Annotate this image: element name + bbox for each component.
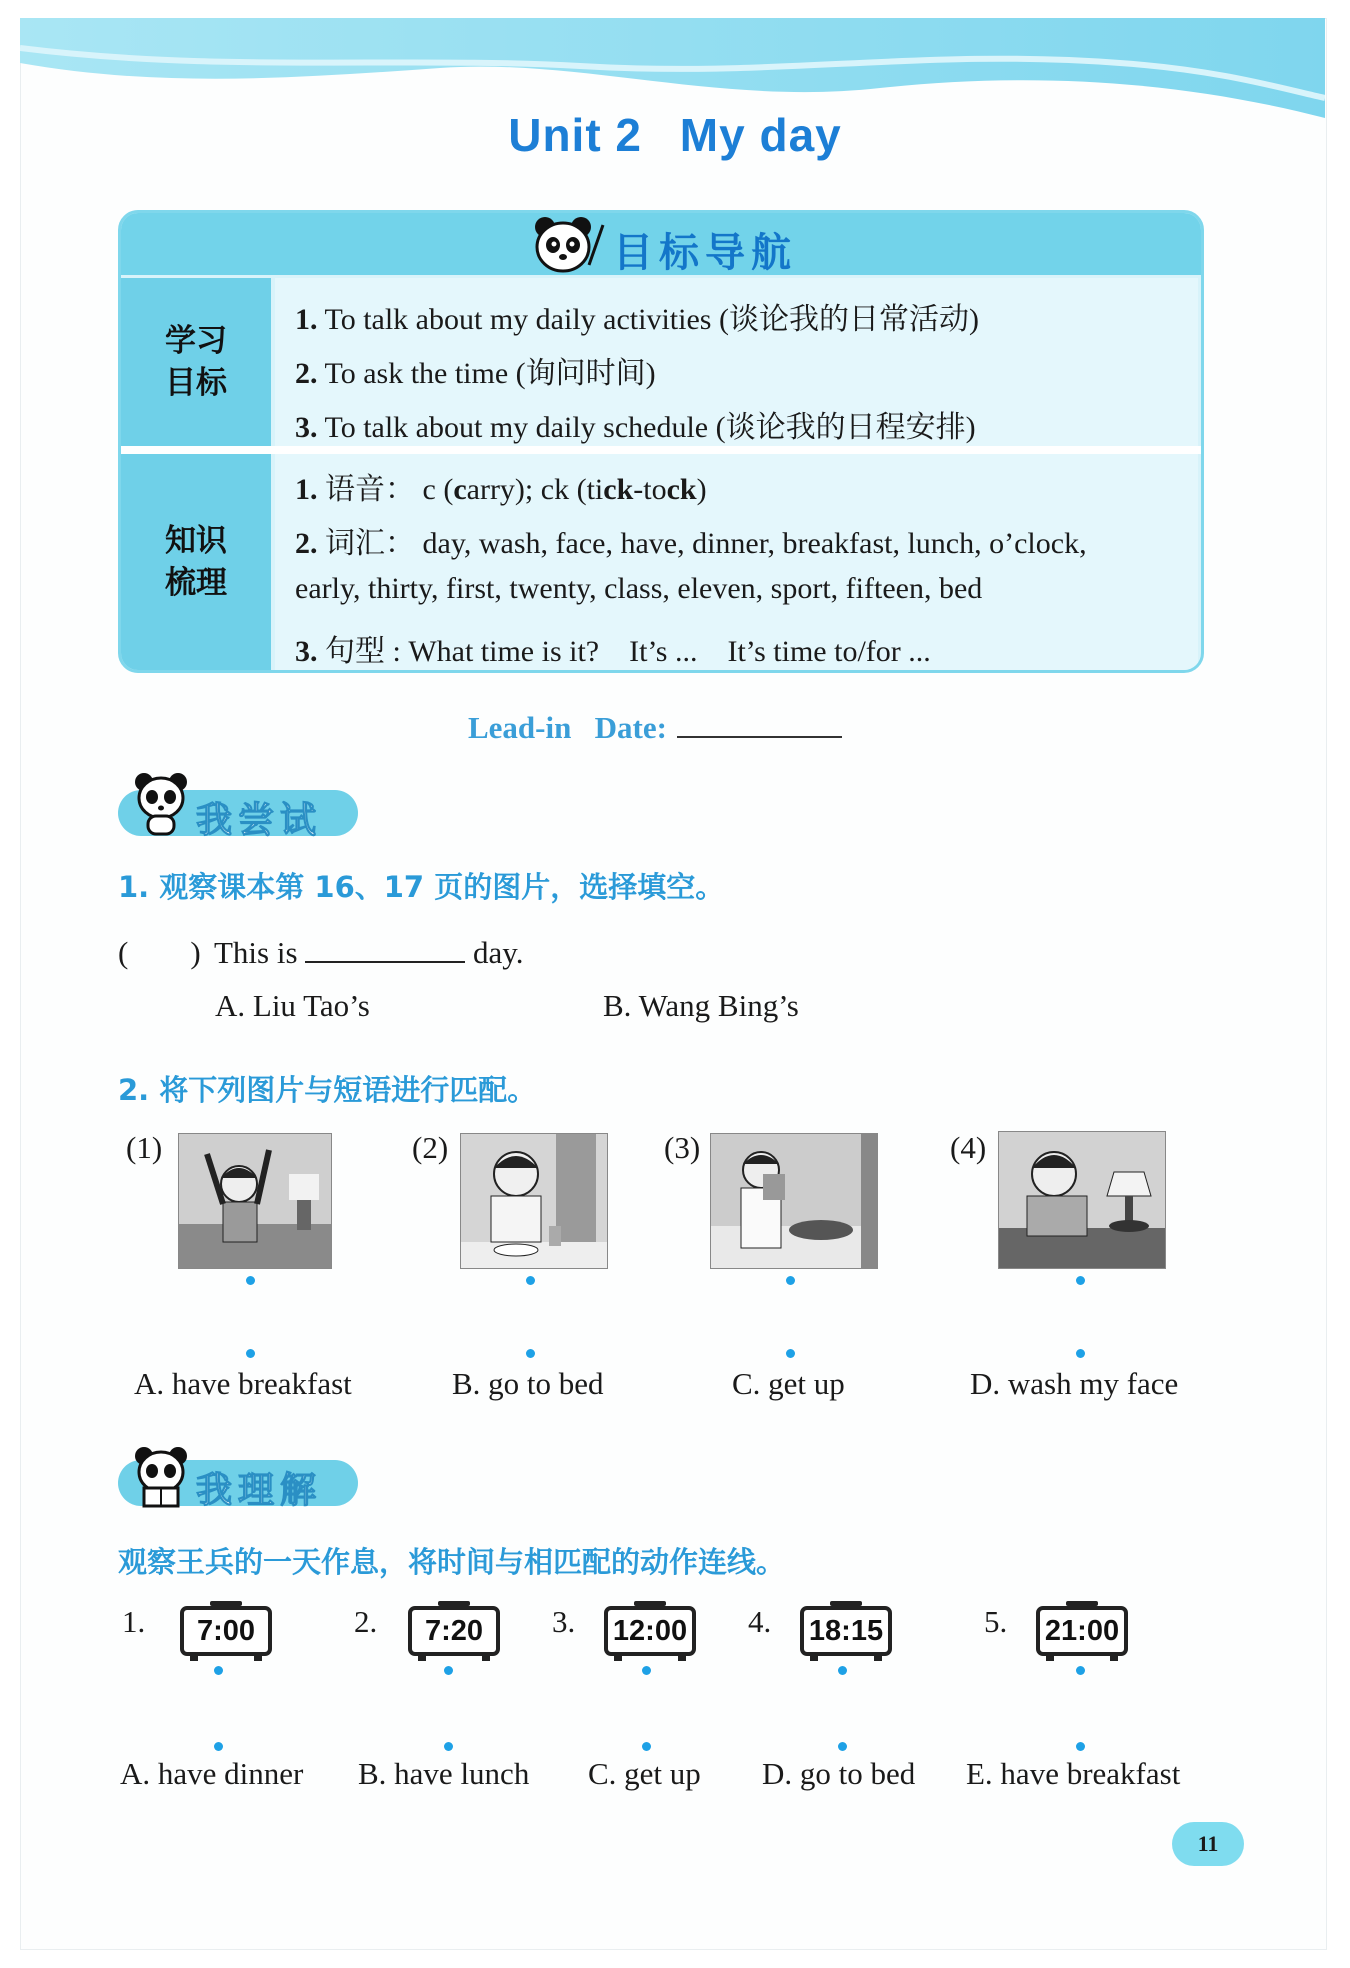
knowledge-item-vocab: 2. 词汇： day, wash, face, have, dinner, breakfast, lunch, o’clock, xyxy=(295,527,1087,560)
knowledge-item-vocab-cont: early, thirty, first, twenty, class, eleven, sport, fifteen, bed xyxy=(295,572,983,605)
unit-label: Unit 2 xyxy=(508,109,643,161)
clock-display: 7:00 xyxy=(180,1606,272,1656)
match-dot[interactable] xyxy=(1076,1666,1085,1675)
phrase-a: A. have breakfast xyxy=(134,1366,352,1401)
action-d: D. go to bed xyxy=(762,1756,916,1791)
learning-goal-item: 2. To ask the time (询问时间) xyxy=(295,357,656,390)
match-dot[interactable] xyxy=(526,1276,535,1285)
learning-goals-label: 学习目标 xyxy=(121,278,271,446)
time-number: 1. xyxy=(122,1604,146,1639)
picture-number: (4) xyxy=(950,1130,987,1165)
action-a: A. have dinner xyxy=(120,1756,304,1791)
learning-goal-item: 1. To talk about my daily activities (谈论我的日常活动) xyxy=(295,303,979,336)
question1-title: 1. 观察课本第 16、17 页的图片，选择填空。 xyxy=(118,870,725,904)
panda-reading-icon xyxy=(132,1446,194,1508)
time-number: 2. xyxy=(354,1604,378,1639)
match-dot[interactable] xyxy=(444,1666,453,1675)
match-dot[interactable] xyxy=(1076,1349,1085,1358)
knowledge-summary-list xyxy=(275,454,1198,670)
answer-paren[interactable]: ( ) xyxy=(118,935,201,970)
time-number: 5. xyxy=(984,1604,1008,1639)
picture-get-up xyxy=(178,1133,332,1269)
phrase-c: C. get up xyxy=(732,1366,845,1401)
match-dot[interactable] xyxy=(214,1666,223,1675)
learning-goals-list xyxy=(275,278,1198,446)
panda-mascot-icon xyxy=(132,770,194,836)
time-number: 4. xyxy=(748,1604,772,1639)
leadin-label: Lead-in xyxy=(468,710,572,745)
date-blank[interactable] xyxy=(677,710,842,738)
picture-wash-face xyxy=(710,1133,878,1269)
question1-sentence: This is day. xyxy=(214,935,524,970)
match-dot[interactable] xyxy=(214,1742,223,1751)
match-dot[interactable] xyxy=(444,1742,453,1751)
time-number: 3. xyxy=(552,1604,576,1639)
phrase-b: B. go to bed xyxy=(452,1366,604,1401)
knowledge-item-phonics: 1. 语音： c (carry); ck (tick-tock) xyxy=(295,473,707,506)
option-b[interactable]: B. Wang Bing’s xyxy=(603,988,799,1023)
clock-display: 12:00 xyxy=(604,1606,696,1656)
match-dot[interactable] xyxy=(1076,1742,1085,1751)
clock-display: 18:15 xyxy=(800,1606,892,1656)
action-e: E. have breakfast xyxy=(966,1756,1181,1791)
match-dot[interactable] xyxy=(526,1349,535,1358)
match-dot[interactable] xyxy=(246,1276,255,1285)
knowledge-item-sentences: 3. 句型 : What time is it? It’s ... It’s time to/for ... xyxy=(295,635,931,668)
fill-blank[interactable] xyxy=(305,937,465,963)
match-dot[interactable] xyxy=(642,1666,651,1675)
match-dot[interactable] xyxy=(786,1276,795,1285)
match-dot[interactable] xyxy=(246,1349,255,1358)
goals-box xyxy=(118,210,1204,673)
panda-icon xyxy=(529,215,605,275)
match-dot[interactable] xyxy=(642,1742,651,1751)
row-divider xyxy=(121,446,1201,454)
learning-goal-item: 3. To talk about my daily schedule (谈论我的日程安排) xyxy=(295,411,976,444)
picture-have-breakfast xyxy=(460,1133,608,1269)
picture-number: (2) xyxy=(412,1130,449,1165)
page-number: 11 xyxy=(1172,1822,1244,1866)
section-badge-understand-text: 我理解 xyxy=(196,1470,323,1511)
picture-number: (1) xyxy=(126,1130,163,1165)
unit-title xyxy=(0,108,1350,162)
option-a[interactable]: A. Liu Tao’s xyxy=(215,988,370,1023)
knowledge-summary-label: 知识梳理 xyxy=(121,454,271,670)
picture-number: (3) xyxy=(664,1130,701,1165)
leadin-line xyxy=(468,710,842,746)
goals-header-title: 目标导航 xyxy=(613,230,797,276)
match-dot[interactable] xyxy=(1076,1276,1085,1285)
section2-instruction: 观察王兵的一天作息，将时间与相匹配的动作连线。 xyxy=(118,1545,786,1579)
clock-display: 21:00 xyxy=(1036,1606,1128,1656)
phrase-d: D. wash my face xyxy=(970,1366,1179,1401)
section-badge-try-text: 我尝试 xyxy=(196,800,323,841)
picture-go-to-bed xyxy=(998,1131,1166,1269)
question2-title: 2. 将下列图片与短语进行匹配。 xyxy=(118,1073,537,1107)
match-dot[interactable] xyxy=(838,1742,847,1751)
match-dot[interactable] xyxy=(838,1666,847,1675)
match-dot[interactable] xyxy=(786,1349,795,1358)
action-c: C. get up xyxy=(588,1756,701,1791)
clock-display: 7:20 xyxy=(408,1606,500,1656)
unit-name: My day xyxy=(679,109,842,161)
date-label: Date: xyxy=(594,710,667,745)
action-b: B. have lunch xyxy=(358,1756,530,1791)
